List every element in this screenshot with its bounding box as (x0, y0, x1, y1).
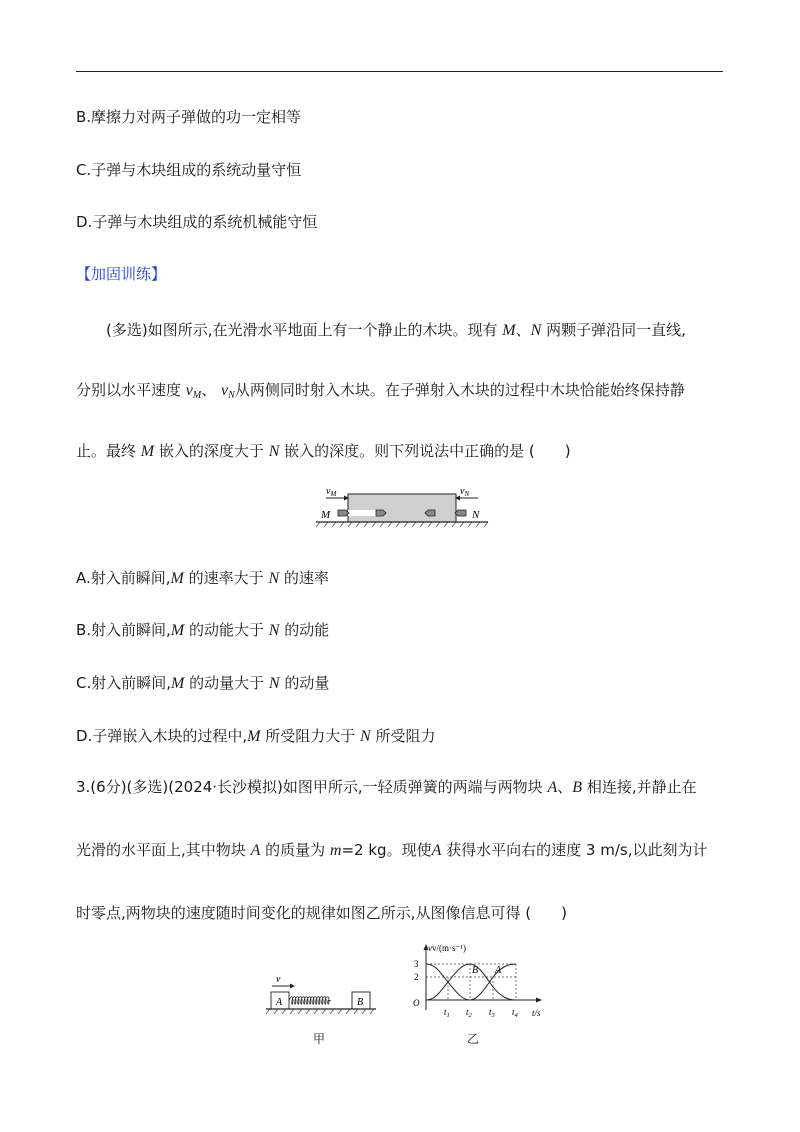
v-axis-label: vv/(m·s⁻¹) (428, 943, 466, 953)
q3-stem-line-2: 光滑的水平面上,其中物块 A 的质量为 m=2 kg。现使A 获得水平向右的速度 3 m/s,以此刻为计 (76, 841, 708, 859)
t-axis-label: t/s (532, 1008, 541, 1018)
bullet-m (338, 510, 349, 516)
label-curve-a: A (495, 965, 502, 976)
reinforce-stem-line-2: 分别以水平速度 $v_M$、 $v_N$从两侧同时射入木块。在子弹射入木块的过程中木块恰能始终保持静 (76, 381, 685, 401)
reinforce-option-a: A.射入前瞬间,M 的速率大于 N 的速率 (76, 569, 329, 587)
caption-jia: 甲 (313, 1032, 326, 1046)
q3-stem-line-1: 3.(6分)(多选)(2024·长沙模拟)如图甲所示,一轻质弹簧的两端与两物块 A、B 相连接,并静止在 (76, 778, 697, 796)
t-axis-arrow (536, 998, 542, 1003)
bullet-track-left (348, 510, 376, 516)
label-vm: $v_M$ (326, 486, 337, 498)
q3-stem-line-3: 时零点,两物块的速度随时间变化的规律如图乙所示,从图像信息可得 ( ) (76, 904, 568, 922)
reinforce-stem-line-1: (多选)如图所示,在光滑水平地面上有一个静止的木块。现有 M、N 两颗子弹沿同一直线, (106, 321, 686, 339)
arrow-v-head (290, 984, 295, 989)
option-b: B.摩擦力对两子弹做的功一定相等 (76, 108, 302, 126)
label-a: A (276, 997, 283, 1008)
label-m: M (321, 509, 331, 521)
reinforce-option-d: D.子弹嵌入木块的过程中,M 所受阻力大于 N 所受阻力 (76, 727, 436, 745)
ground-hatching (316, 522, 488, 527)
tick-3: 3 (414, 959, 419, 969)
bullet-n (455, 510, 466, 516)
ground-hatching (266, 1009, 374, 1014)
header-rule (76, 71, 723, 72)
label-n: N (472, 509, 480, 521)
reinforce-option-b: B.射入前瞬间,M 的动能大于 N 的动能 (76, 621, 330, 639)
label-vn: $v_N$ (460, 486, 470, 498)
curve-a (426, 964, 516, 1000)
reinforce-option-c: C.射入前瞬间,M 的动量大于 N 的动量 (76, 674, 330, 692)
reinforce-heading: 【加固训练】 (76, 265, 167, 283)
caption-yi: 乙 (467, 1032, 480, 1046)
block-bullets-figure (312, 482, 492, 532)
tick-2: 2 (414, 972, 419, 982)
label-b: B (357, 997, 364, 1008)
label-curve-b: B (472, 965, 479, 976)
tick-t4: $t_4$ (512, 1007, 518, 1019)
tick-t1: $t_1$ (444, 1007, 450, 1019)
wooden-block (348, 494, 456, 522)
reinforce-stem-line-3: 止。最终 M 嵌入的深度大于 N 嵌入的深度。则下列说法中正确的是 ( ) (76, 442, 571, 460)
origin-label: O (413, 998, 420, 1008)
curve-b (426, 964, 516, 1000)
option-d: D.子弹与木块组成的系统机械能守恒 (76, 213, 318, 231)
option-c: C.子弹与木块组成的系统动量守恒 (76, 161, 302, 179)
spring (289, 997, 331, 1005)
tick-t2: $t_2$ (466, 1007, 472, 1019)
velocity-time-graph (406, 942, 556, 1024)
spring-system-figure (262, 970, 380, 1020)
tick-t3: $t_3$ (489, 1007, 495, 1019)
label-v: v (276, 974, 281, 985)
